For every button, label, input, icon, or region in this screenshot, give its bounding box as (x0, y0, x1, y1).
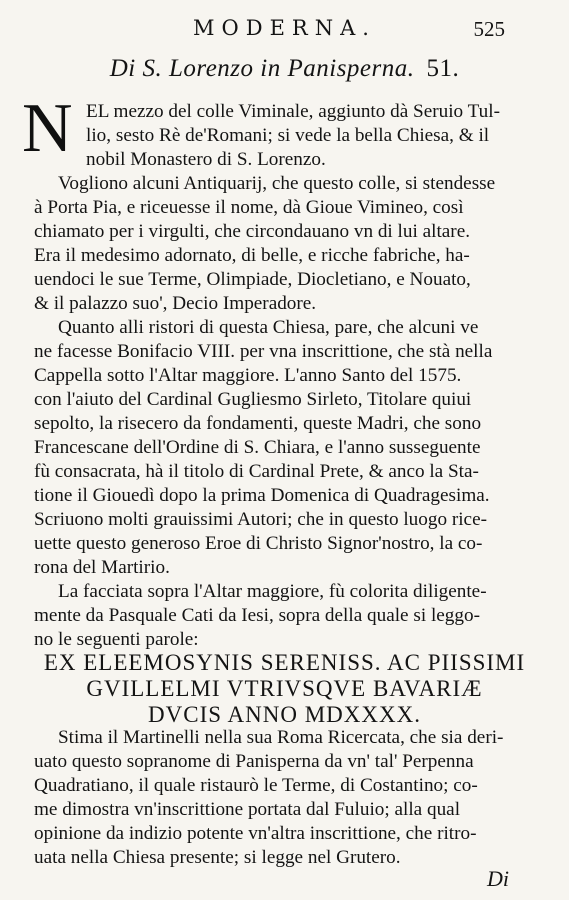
paragraph-2-cont (34, 196, 529, 316)
text-line: me dimostra vn'inscrittione portata dal Fuluio; alla qual (34, 799, 461, 820)
paragraph-4 (34, 580, 529, 604)
main-text-continued (34, 726, 529, 870)
paragraph-3-cont (34, 340, 529, 580)
page-number: 525 (473, 17, 505, 41)
catchword: Di (487, 866, 509, 891)
text-line: chiamato per i virgulti, che circondauano vn di lui altare. (34, 221, 471, 242)
text-line: lio, sesto Rè de'Romani; si vede la bella Chiesa, & il (86, 125, 490, 146)
text-line: EL mezzo del colle Viminale, aggiunto dà Seruio Tul- (86, 101, 500, 122)
paragraph-5 (34, 726, 529, 750)
section-title-text: Di S. Lorenzo in Panisperna. (109, 55, 415, 82)
text-line: Scriuono molti grauissimi Autori; che in questo luogo rice- (34, 509, 487, 530)
paragraph-2 (34, 172, 529, 196)
running-head (0, 14, 569, 48)
text-line: uato questo sopranome di Panisperna da vn' tal' Perpenna (34, 751, 474, 772)
inscription (0, 650, 569, 728)
paragraph-3 (34, 316, 529, 340)
text-line: opinione da indizio potente vn'altra inscrittione, che ritro- (34, 823, 477, 844)
text-line: Stima il Martinelli nella sua Roma Ricercata, che sia deri- (58, 727, 504, 748)
inscription-line: DVCIS ANNO MDXXXX. (148, 702, 421, 727)
paragraph-5-cont (34, 750, 529, 870)
text-line: Vogliono alcuni Antiquarij, che questo colle, si stendesse (58, 173, 496, 194)
text-line: uendoci le sue Terme, Olimpiade, Diocletiano, e Nouato, (34, 269, 471, 290)
text-line: Cappella sotto l'Altar maggiore. L'anno Santo del 1575. (34, 365, 462, 386)
text-line: Era il medesimo adornato, di belle, e ricche fabriche, ha- (34, 245, 470, 266)
inscription-line: EX ELEEMOSYNIS SERENISS. AC PIISSIMI (43, 650, 526, 675)
paragraph-1 (22, 90, 529, 172)
section-title (0, 55, 569, 83)
text-line: ne facesse Bonifacio VIII. per vna inscrittione, che stà nella (34, 341, 493, 362)
inscription-line: GVILLELMI VTRIVSQVE BAVARIÆ (86, 676, 483, 701)
text-line: à Porta Pia, e riceuesse il nome, dà Gioue Vimineo, così (34, 197, 464, 218)
text-line: sepolto, la risecero da fondamenti, queste Madri, che sono (34, 413, 482, 434)
text-line: no le seguenti parole: (34, 629, 199, 650)
text-line: Quadratiano, il quale ristaurò le Terme, di Costantino; co- (34, 775, 478, 796)
text-line: uette questo generoso Eroe di Christo Signor'nostro, la co- (34, 533, 483, 554)
drop-cap: N (22, 90, 73, 167)
text-line: mente da Pasquale Cati da Iesi, sopra della quale si leggo- (34, 605, 480, 626)
text-line: fù consacrata, hà il titolo di Cardinal Prete, & anco la Sta- (34, 461, 479, 482)
text-line: rona del Martirio. (34, 557, 170, 578)
main-text (22, 90, 529, 652)
text-line: & il palazzo suo', Decio Imperadore. (34, 293, 317, 314)
text-line: con l'aiuto del Cardinal Gugliesmo Sirleto, Titolare quiui (34, 389, 472, 410)
text-line: Quanto alli ristori di questa Chiesa, pare, che alcuni ve (58, 317, 479, 338)
text-line: nobil Monastero di S. Lorenzo. (86, 149, 326, 170)
text-line: La facciata sopra l'Altar maggiore, fù colorita diligente- (58, 581, 487, 602)
paragraph-4-cont (34, 604, 529, 652)
section-number: 51. (426, 55, 460, 82)
text-line: Francescane dell'Ordine di S. Chiara, e l'anno susseguente (34, 437, 481, 458)
text-line: tione il Giouedì dopo la prima Domenica di Quadragesima. (34, 485, 490, 506)
running-head-title: MODERNA. (193, 16, 376, 40)
text-line: uata nella Chiesa presente; si legge nel Grutero. (34, 847, 401, 868)
